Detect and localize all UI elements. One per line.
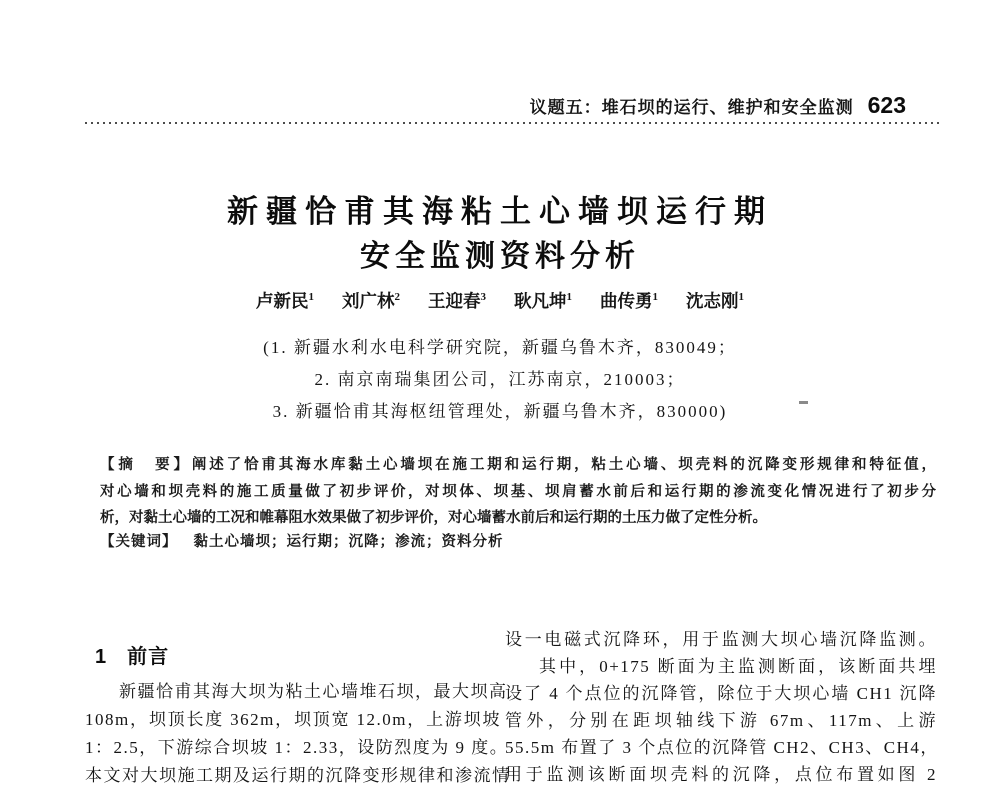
- author-affil-sup: 1: [738, 291, 744, 304]
- body-line: 设了 4 个点位的沉降管，除位于大坝心墙 CH1 沉降: [505, 684, 937, 703]
- abstract-text: 阐述了恰甫其海水库黏土心墙坝在施工期和运行期，粘土心墙、坝壳料的沉降变形规律和特征值，: [191, 457, 937, 473]
- abstract-block: [100, 452, 936, 532]
- left-column: [85, 678, 511, 790]
- author-name: 卢新民: [256, 291, 309, 311]
- paper-title-line2: 安全监测资料分析: [360, 240, 640, 273]
- author-list: [0, 288, 1000, 313]
- running-head: [530, 92, 906, 119]
- body-line: 108m，坝顶长度 362m，坝顶宽 12.0m，上游坝坡: [85, 710, 501, 729]
- header-dotted-rule: [85, 122, 940, 124]
- running-head-topic: 议题五：堆石坝的运行、维护和安全监测: [529, 98, 854, 117]
- affiliation-2: 2. 南京南瑞集团公司，江苏南京，210003；: [314, 370, 686, 389]
- author-name: 刘广林: [342, 291, 395, 311]
- author: [428, 288, 486, 313]
- body-line: 管外，分别在距坝轴线下游 67m、117m、上游: [505, 711, 937, 730]
- paper-title-line1: 新疆恰甫其海粘土心墙坝运行期: [227, 194, 773, 229]
- author-name: 耿凡坤: [514, 291, 567, 311]
- abstract-label: 【摘 要】: [100, 457, 192, 473]
- abstract-line: [100, 452, 936, 479]
- keywords-block: [100, 529, 936, 556]
- scan-artifact-dash: [799, 401, 808, 404]
- paper-title: [0, 189, 1000, 279]
- author-name: 曲传勇: [600, 291, 653, 311]
- body-line: 55.5m 布置了 3 个点位的沉降管 CH2、CH3、CH4，: [505, 738, 939, 757]
- keywords-text: 黏土心墙坝；运行期；沉降；渗流；资料分析: [193, 534, 504, 550]
- section-title: 前言: [127, 646, 170, 668]
- section-1-heading: [95, 640, 169, 669]
- author: [686, 288, 744, 313]
- author-affil-sup: 3: [480, 291, 486, 304]
- body-line: 新疆恰甫其海大坝为粘土心墙堆石坝，最大坝高: [119, 682, 508, 701]
- abstract-line: 对心墙和坝壳料的施工质量做了初步评价，对坝体、坝基、坝肩蓄水前后和运行期的渗流变化情况进行了初步分: [100, 483, 936, 500]
- abstract-line: 析，对黏土心墙的工况和帷幕阻水效果做了初步评价，对心墙蓄水前后和运行期的土压力做了定性分析。: [100, 510, 767, 526]
- body-line: 其中，0+175 断面为主监测断面，该断面共埋: [539, 657, 937, 676]
- body-line-clipped: 用于监测该断面坝壳料的沉降，点位布置如图 2: [505, 765, 937, 784]
- section-number: 1: [95, 646, 108, 668]
- author-affil-sup: 1: [308, 291, 314, 304]
- author: [256, 288, 314, 313]
- page-number: 623: [867, 92, 906, 118]
- right-column: [505, 626, 937, 788]
- author: [342, 288, 400, 313]
- author-affil-sup: 1: [566, 291, 572, 304]
- body-line: 1：2.5，下游综合坝坡 1：2.33，设防烈度为 9 度。: [85, 738, 509, 757]
- affiliation-1: (1. 新疆水利水电科学研究院，新疆乌鲁木齐，830049；: [263, 338, 737, 357]
- author-name: 王迎春: [428, 291, 481, 311]
- keywords-label: 【关键词】: [100, 534, 178, 550]
- body-line-clipped: 本文对大坝施工期及运行期的沉降变形规律和渗流情: [85, 766, 511, 785]
- author: [600, 288, 658, 313]
- author: [514, 288, 572, 313]
- author-affil-sup: 1: [652, 291, 658, 304]
- body-line: 设一电磁式沉降环，用于监测大坝心墙沉降监测。: [505, 630, 937, 649]
- author-affil-sup: 2: [394, 291, 400, 304]
- affiliation-3: 3. 新疆恰甫其海枢纽管理处，新疆乌鲁木齐，830000): [272, 402, 728, 421]
- author-name: 沈志刚: [686, 291, 739, 311]
